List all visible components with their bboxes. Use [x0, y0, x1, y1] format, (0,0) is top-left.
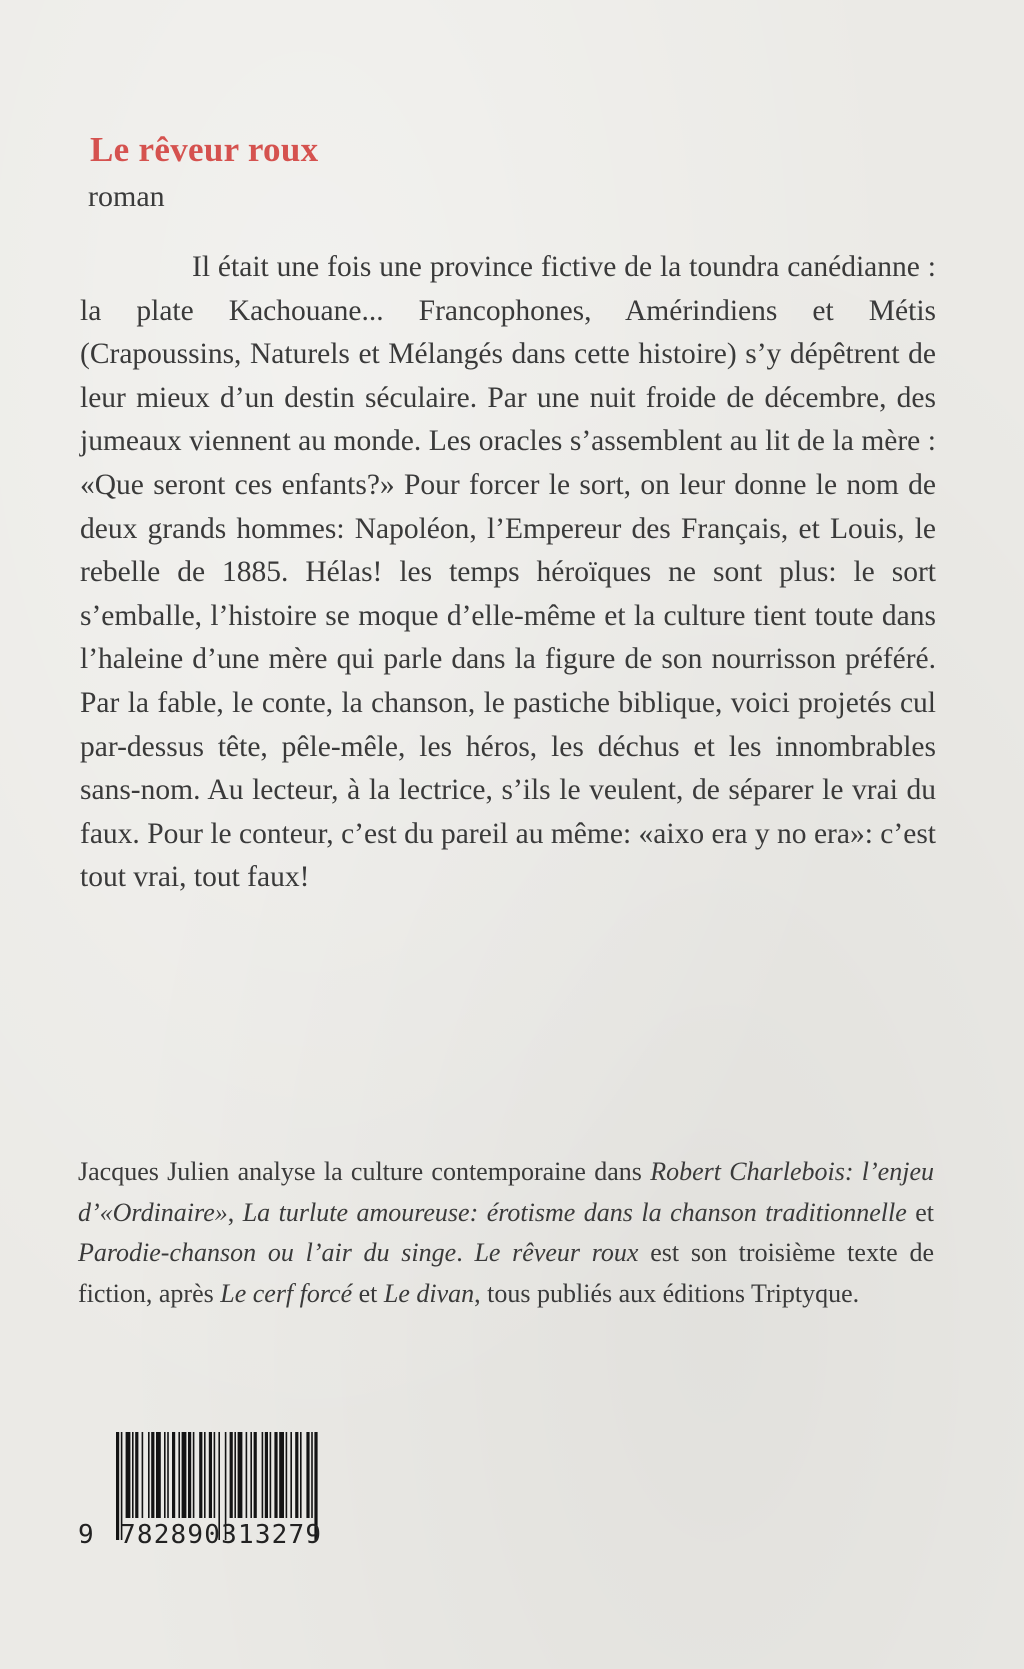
barcode-bar [164, 1432, 166, 1518]
isbn-barcode [78, 1432, 388, 1552]
barcode-bar [286, 1432, 288, 1518]
book-genre: roman [88, 180, 165, 213]
barcode-bar [167, 1432, 169, 1518]
barcode-bar [306, 1432, 309, 1518]
blurb-paragraph: Il était une fois une province fictive de la toundra canédianne : la plate Kachouane... Francophones, Amérindiens et Métis (Crapoussins, Naturels et Mélangés dans cette histoire) s’y dépêtrent de leur mieux d’un destin séculaire. Par une nuit froide de décembre, des jumeaux viennent au monde. Les oracles s’assemblent au lit de la mère : «Que seront ces enfants?» Pour forcer le sort, on leur donne le nom de deux grands hommes: Napoléon, l’Empereur des Français, et Louis, le rebelle de 1885. Hélas! les temps héroïques ne sont plus: le sort s’emballe, l’histoire se moque d’elle-même et la culture tient toute dans l’haleine d’une mère qui parle dans la figure de son nourrisson préféré. Par la fable, le conte, la chanson, le pastiche biblique, voici projetés cul par-dessus tête, pêle-mêle, les héros, les déchus et les innombrables sans-nom. Au lecteur, à la lectrice, s’ils le veulent, de séparer le vrai du faux. Pour le conteur, c’est du pareil au même: «aixo era y no era»: c’est tout vrai, tout faux! [80, 251, 936, 894]
barcode-bar [188, 1432, 191, 1518]
barcode-bar [142, 1432, 144, 1518]
barcode-bar [311, 1432, 313, 1518]
barcode-bar [135, 1432, 138, 1518]
barcode-bar [182, 1432, 187, 1518]
author-note-text: . [456, 1238, 475, 1267]
barcode-bar [246, 1432, 248, 1518]
barcode-bar [126, 1432, 131, 1518]
barcode-bar [172, 1432, 175, 1518]
barcode-bar [151, 1432, 154, 1518]
author-note [78, 1152, 934, 1314]
barcode-bar [238, 1432, 243, 1518]
barcode-bar [234, 1432, 236, 1518]
barcode-bar [148, 1432, 150, 1518]
work-title: Robert Charlebois: l’enjeu d’«Ordinaire» [78, 1157, 934, 1227]
author-note-text: Jacques Julien analyse la culture contemporaine dans [78, 1157, 651, 1186]
barcode-bar [116, 1432, 119, 1540]
book-title: Le rêveur roux [90, 130, 319, 169]
barcode-bar [254, 1432, 257, 1518]
barcode-bar [290, 1432, 292, 1518]
author-note-text: et [352, 1278, 384, 1308]
barcode-bar [274, 1432, 277, 1518]
barcode-bar [193, 1432, 195, 1518]
work-title: Le rêveur roux [474, 1238, 639, 1267]
barcode-bar [156, 1432, 161, 1518]
barcode-bar [209, 1432, 212, 1518]
blurb [80, 246, 936, 900]
barcode-bar [279, 1432, 284, 1518]
barcode-bar [300, 1432, 302, 1518]
barcode-bar [204, 1432, 206, 1518]
work-title: Parodie-chanson ou l’air du singe [78, 1238, 457, 1267]
author-note-text: est son troisième texte de fiction, après [78, 1238, 934, 1308]
author-note-text: , [227, 1197, 243, 1227]
work-title: La turlute amoureuse: érotisme dans la chanson traditionnelle [242, 1197, 907, 1227]
isbn-first-digit: 9 [78, 1520, 94, 1550]
barcode-bar [132, 1432, 134, 1518]
isbn-digits: 782890313279 [120, 1520, 323, 1550]
barcode-bar [230, 1432, 233, 1518]
barcode-bar [265, 1432, 268, 1518]
author-note-text: , tous publiés aux éditions Triptyque. [474, 1278, 860, 1308]
author-note-text: et [906, 1197, 935, 1227]
barcode-bar [178, 1432, 180, 1518]
work-title: Le divan [383, 1278, 475, 1308]
barcode-bar [270, 1432, 272, 1518]
barcode-bar [250, 1432, 252, 1518]
barcode-bar [214, 1432, 216, 1518]
barcode-bar [295, 1432, 298, 1518]
barcode-bar [262, 1432, 264, 1518]
barcode-bar [199, 1432, 202, 1518]
work-title: Le cerf forcé [220, 1278, 353, 1308]
